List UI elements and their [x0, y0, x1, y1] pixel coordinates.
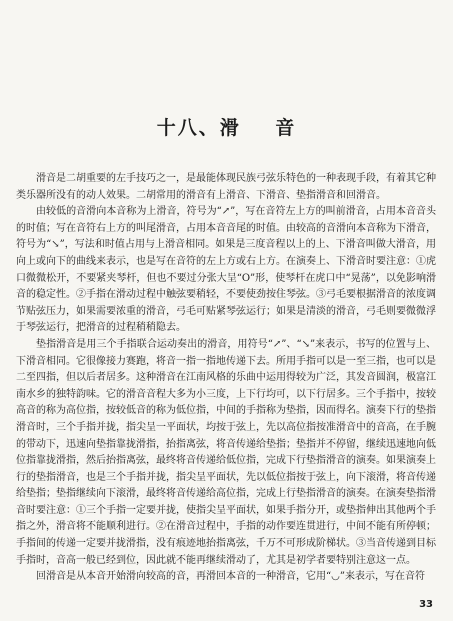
paragraph-return-glide: 回滑音是从本音开始滑向较高的音，再滑回本音的一种滑音，它用“◡”来表示，写在音符 — [36, 571, 425, 583]
paragraph-padded-finger-glide: 垫指滑音是用三个手指联合运动奏出的滑音，用符号“↗”、“↘”来表示，书写的位置与上、下滑音相同。它很像接力赛跑，将音一指一指地传递下去。所用手指可以是一至三指，也可以是二至四指，但以后者居多。这种滑音在江南风格的乐曲中运用得较为广泛，其发音圆润，极富江南水乡的独特韵味。它的滑音音程大多为小三度，上下行均可，以下行居多。三个手指中，按较高音的称为高位指，按较低音的称为低位指，中间的手指称为垫指，因而得名。演奏下行的垫指滑音时，三个手指并拢，指尖呈一平面状，均按于弦上，先以高位指按准滑音中的音高，在手腕的带动下，迅速向垫指靠拢滑指，抬指离弦，将音传递给垫指；垫指并不停留，继续迅速地向低位指靠拢滑指，然后抬指离弦，最终将音传递给低位指，完成下行垫指滑音的演奏。如果演奏上行的垫指滑音，也是三个手指并拢，指尖呈平面状，先以低位指按于弦上，向下滚滑，将音传递给垫指；垫指继续向下滚滑，最终将音传递给高位指，完成上行垫指滑音的演奏。在演奏垫指滑音时要注意：①三个手指一定要并拢，使指尖呈平面状，如果手指分开，或垫指伸出其他两个手指之外，滑音将不能顺利进行。②在滑音过程中，手指的动作要连贯进行，中间不能有所停顿；手指间的传递一定要并拢滑指，没有痕迹地抬指离弦，千万不可形成阶梯状。③当音传递到目标手指时，音高一般已经到位，因此就不能再继续滑动了，尤其是初学者要特别注意这一点。 — [16, 338, 436, 566]
body-text — [16, 171, 436, 586]
page-number: 33 — [419, 599, 433, 610]
chapter-title: 十八、滑 音 — [156, 116, 297, 139]
paragraph-intro: 滑音是二胡重要的左手技巧之一，是最能体现民族弓弦乐特色的一种表现手段，有着其它种类乐器所没有的动人效果。二胡常用的滑音有上滑音、下滑音、垫指滑音和回滑音。 — [16, 173, 436, 201]
paragraph-up-down-glide: 由较低的音滑向本音称为上滑音，符号为“↗”，写在音符左上方的叫前滑音，占用本音音头的时值；写在音符右上方的叫尾滑音，占用本音音尾的时值。由较高的音滑向本音称为下滑音，符号为“↘”，写法和时值占用与上滑音相同。如果是三度音程以上的上、下滑音叫做大滑音，用向上或向下的曲线来表示，也是写在音符的左上方或右上方。在演奏上、下滑音时要注意：①虎口微微松开，不要紧夹琴杆，但也不要过分张大呈“O”形，使琴杆在虎口中“晃荡”，以免影响滑音的稳定性。②手指在滑动过程中触弦要稍轻，不要使劲按住琴弦。③弓毛要根据滑音的浓度调节贴弦压力，如果需要浓重的滑音，弓毛可贴紧琴弦运行；如果是清淡的滑音，弓毛则要微微浮于琴弦运行，把滑音的过程稍稍隐去。 — [16, 206, 436, 334]
